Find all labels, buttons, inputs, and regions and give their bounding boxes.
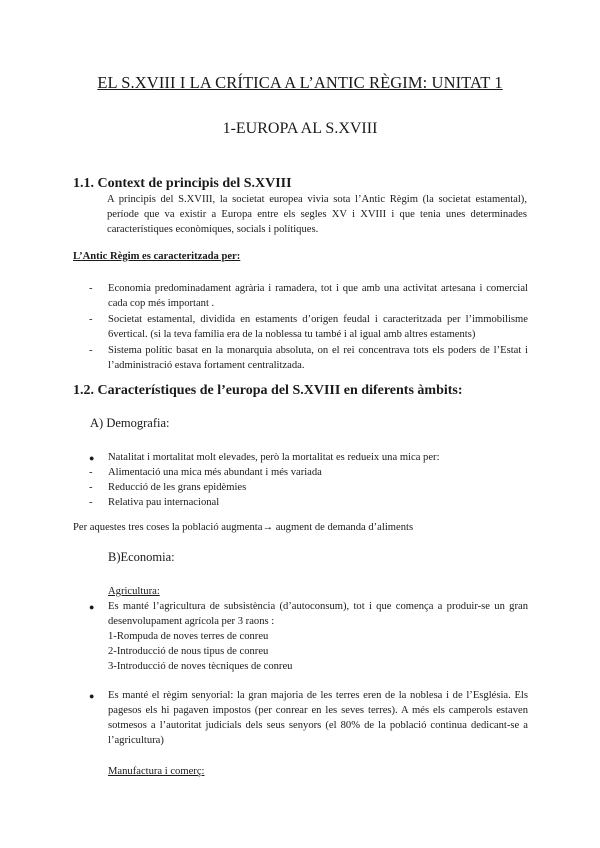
regim-senyorial-list — [89, 688, 528, 748]
reason-line: 1-Rompuda de noves terres de conreu — [108, 631, 269, 642]
list-item — [89, 495, 528, 510]
list-item-text: Es manté l’agricultura de subsistència (d’autoconsum), tot i que comença a produir-se un gran desenvolupament agrícola per 3 raons : — [108, 601, 528, 627]
section-1-1-intro: A principis del S.XVIII, la societat europea vivia sota l’Antic Règim (la societat estamental), període que va existir a Europa entre els segles XV i XVIII i que tenia unes determinades característiques econòmiques, socials i polítiques. — [107, 194, 527, 235]
list-item — [89, 599, 528, 629]
list-item-text: Natalitat i mortalitat molt elevades, però la mortalitat es redueix una mica per: — [108, 452, 440, 463]
demografia-list — [89, 450, 528, 510]
agricultura-label: Agricultura: — [108, 586, 160, 597]
list-item — [89, 281, 528, 311]
demografia-conclusion: Per aquestes tres coses la població augmenta→ augment de demanda d’aliments — [73, 522, 414, 533]
manufactura-label: Manufactura i comerç: — [108, 766, 205, 777]
document-title: EL S.XVIII I LA CRÍTICA A L’ANTIC RÈGIM: UNITAT 1 — [97, 73, 503, 92]
chapter-title: 1-EUROPA AL S.XVIII — [222, 120, 378, 137]
list-item — [89, 343, 528, 373]
bullet-icon: ● — [89, 691, 95, 701]
dash-marker: - — [89, 482, 93, 493]
agricultura-reasons — [108, 629, 528, 674]
section-heading-1-1: 1.1. Context de principis del S.XVIII — [73, 176, 292, 191]
dash-marker: - — [89, 345, 93, 356]
agricultura-list — [89, 599, 528, 629]
list-item — [89, 480, 528, 495]
dash-marker: - — [89, 467, 93, 478]
list-item — [89, 450, 528, 465]
bullet-icon: ● — [89, 453, 95, 463]
list-item — [89, 312, 528, 342]
dash-marker: - — [89, 283, 93, 294]
list-item-text: Alimentació una mica més abundant i més variada — [108, 467, 322, 478]
antic-regim-list — [89, 281, 528, 374]
reason-line: 3-Introducció de noves tècniques de conreu — [108, 661, 293, 672]
dash-marker: - — [89, 497, 93, 508]
list-item-text: Es manté el règim senyorial: la gran majoria de les terres eren de la noblesa i de l’Església. Els pagesos els hi pagaven impostos (per conrear en les seves terres). A més els camperols estaven sotmesos a l’autoritat judicials dels seus senyors (el 80% de la població continua dedicant-se a l’agricultura) — [108, 690, 528, 746]
section-heading-1-2: 1.2. Característiques de l’europa del S.XVIII en diferents àmbits: — [73, 383, 463, 398]
list-item-text: Reducció de les grans epidèmies — [108, 482, 247, 493]
reason-line: 2-Introducció de nous tipus de conreu — [108, 646, 269, 657]
dash-marker: - — [89, 314, 93, 325]
economia-label: B)Economia: — [108, 550, 175, 564]
list-item-text: Economia predominadament agrària i ramadera, tot i que amb una activitat artesana i comercial cada cop més important . — [108, 283, 528, 309]
list-item-text: Societat estamental, dividida en estaments d’origen feudal i caracteritzada per l’immobilisme 6vertical. (si la teva família era de la noblessa tu també i al igual amb altres estaments) — [108, 314, 528, 340]
list-item — [89, 465, 528, 480]
demografia-label: A) Demografia: — [90, 416, 170, 430]
list-item-text: Relativa pau internacional — [108, 497, 220, 508]
bullet-icon: ● — [89, 602, 95, 612]
antic-regim-lead: L’Antic Règim es caracteritzada per: — [73, 251, 241, 262]
list-item — [89, 688, 528, 748]
list-item-text: Sistema polític basat en la monarquia absoluta, on el rei concentrava tots els poders de l’Estat i l’administració estava fortament centralitzada. — [108, 345, 528, 371]
